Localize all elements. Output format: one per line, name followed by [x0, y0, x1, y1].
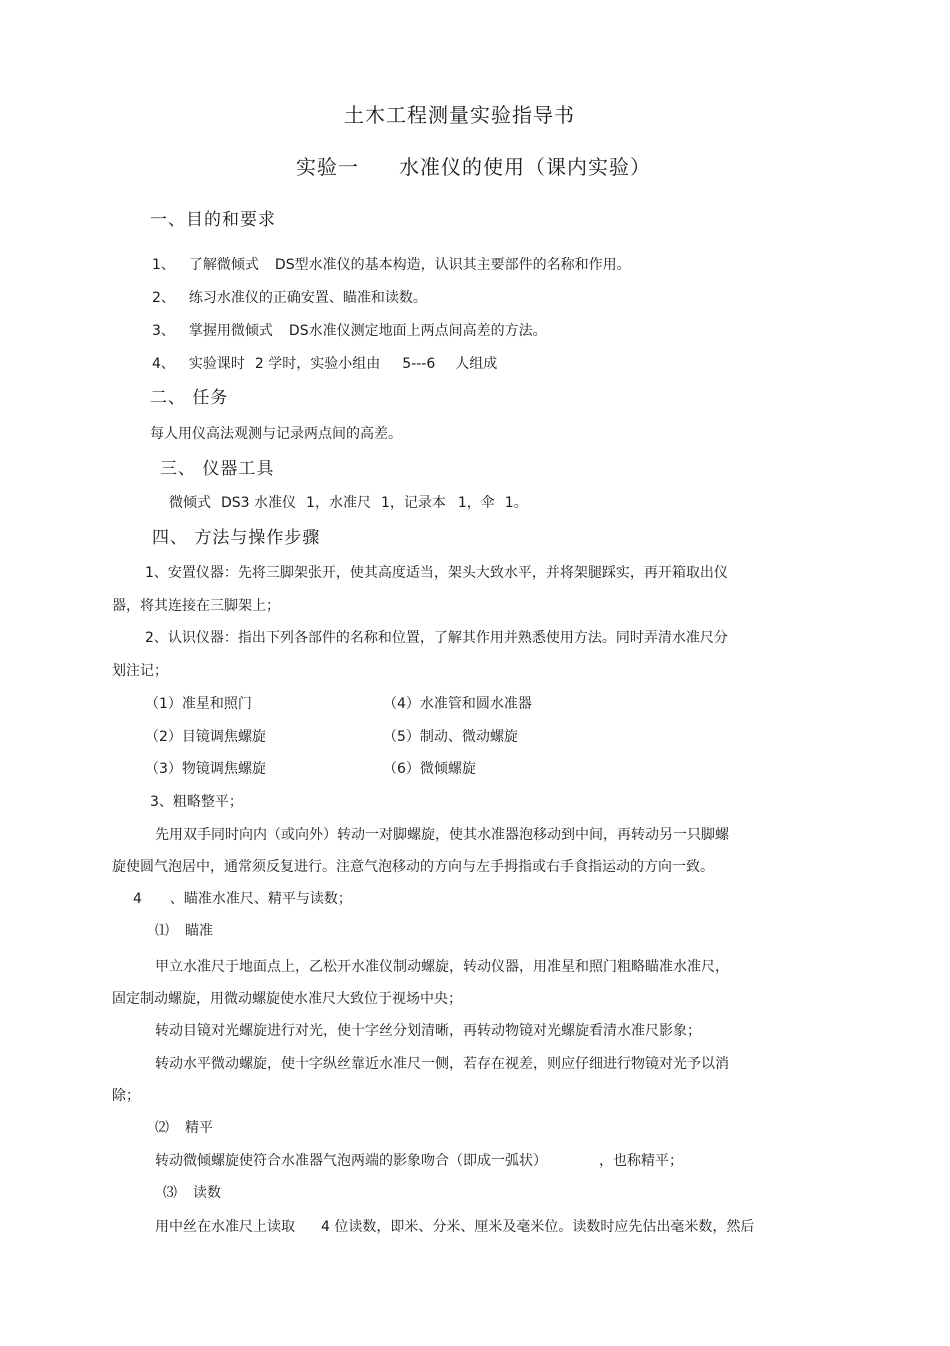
paragraph-line: 转动水平微动螺旋，使十字纵丝靠近水准尺一侧，若存在视差，则应仔细进行物镜对光予以消	[155, 1056, 729, 1072]
experiment-title	[296, 154, 651, 180]
paragraph-line: 先用双手同时向内（或向外）转动一对脚螺旋，使其水准器泡移动到中间，再转动另一只脚螺	[155, 827, 729, 843]
section-heading-purpose: 一、目的和要求	[150, 210, 276, 230]
sub-step-heading: ⑵ 精平	[155, 1120, 213, 1136]
list-item: 1、 了解微倾式 DS型水准仪的基本构造，认识其主要部件的名称和作用。	[152, 257, 631, 273]
step-heading: 4 、瞄准水准尺、精平与读数；	[133, 891, 352, 907]
part-item: （1）准星和照门	[145, 696, 252, 712]
list-item: 2、 练习水准仪的正确安置、瞄准和读数。	[152, 290, 427, 306]
paragraph-line: 2、认识仪器：指出下列各部件的名称和位置，了解其作用并熟悉使用方法。同时弄清水准尺分	[145, 630, 728, 646]
step-heading: 3、粗略整平；	[150, 794, 243, 810]
part-item: （3）物镜调焦螺旋	[145, 761, 266, 777]
document-title: 土木工程测量实验指导书	[344, 103, 575, 127]
part-item: （6）微倾螺旋	[383, 761, 476, 777]
paragraph-line: 固定制动螺旋，用微动螺旋使水准尺大致位于视场中央；	[112, 991, 462, 1007]
list-item: 4、 实验课时 2 学时，实验小组由 5---6 人组成	[152, 356, 498, 372]
task-text: 每人用仪高法观测与记录两点间的高差。	[150, 426, 402, 442]
paragraph-line: 旋使圆气泡居中，通常须反复进行。注意气泡移动的方向与左手拇指或右手食指运动的方向一致。	[112, 859, 714, 875]
instruments-text: 微倾式 DS3 水准仪 1，水准尺 1，记录本 1，伞 1。	[169, 495, 528, 511]
sub-step-heading: ⑴ 瞄准	[155, 923, 213, 939]
list-item: 3、 掌握用微倾式 DS水准仪测定地面上两点间高差的方法。	[152, 323, 547, 339]
part-item: （5）制动、微动螺旋	[383, 729, 518, 745]
paragraph-line: 划注记；	[112, 663, 168, 679]
paragraph-line: 器，将其连接在三脚架上；	[112, 598, 280, 614]
section-heading-method: 四、 方法与操作步骤	[152, 528, 321, 548]
paragraph-line: 1、安置仪器：先将三脚架张开，使其高度适当，架头大致水平，并将架腿踩实，再开箱取出仪	[145, 565, 728, 581]
experiment-name: 水准仪的使用（课内实验）	[399, 155, 651, 179]
experiment-number: 实验一	[296, 155, 359, 179]
paragraph-line: 用中丝在水准尺上读取 4 位读数，即米、分米、厘米及毫米位。读数时应先估出毫米数，然后	[155, 1219, 755, 1235]
paragraph-line: 转动微倾螺旋使符合水准器气泡两端的影象吻合（即成一弧状） ，也称精平；	[155, 1153, 683, 1169]
paragraph-line: 甲立水准尺于地面点上，乙松开水准仪制动螺旋，转动仪器，用准星和照门粗略瞄准水准尺，	[155, 959, 729, 975]
paragraph-line: 除；	[112, 1088, 140, 1104]
section-heading-instruments: 三、 仪器工具	[160, 459, 275, 479]
part-item: （2）目镜调焦螺旋	[145, 729, 266, 745]
paragraph-line: 转动目镜对光螺旋进行对光，使十字丝分划清晰，再转动物镜对光螺旋看清水准尺影象；	[155, 1023, 701, 1039]
sub-step-heading: ⑶ 读数	[163, 1185, 221, 1201]
part-item: （4）水准管和圆水准器	[383, 696, 532, 712]
section-heading-task: 二、 任务	[150, 388, 229, 408]
